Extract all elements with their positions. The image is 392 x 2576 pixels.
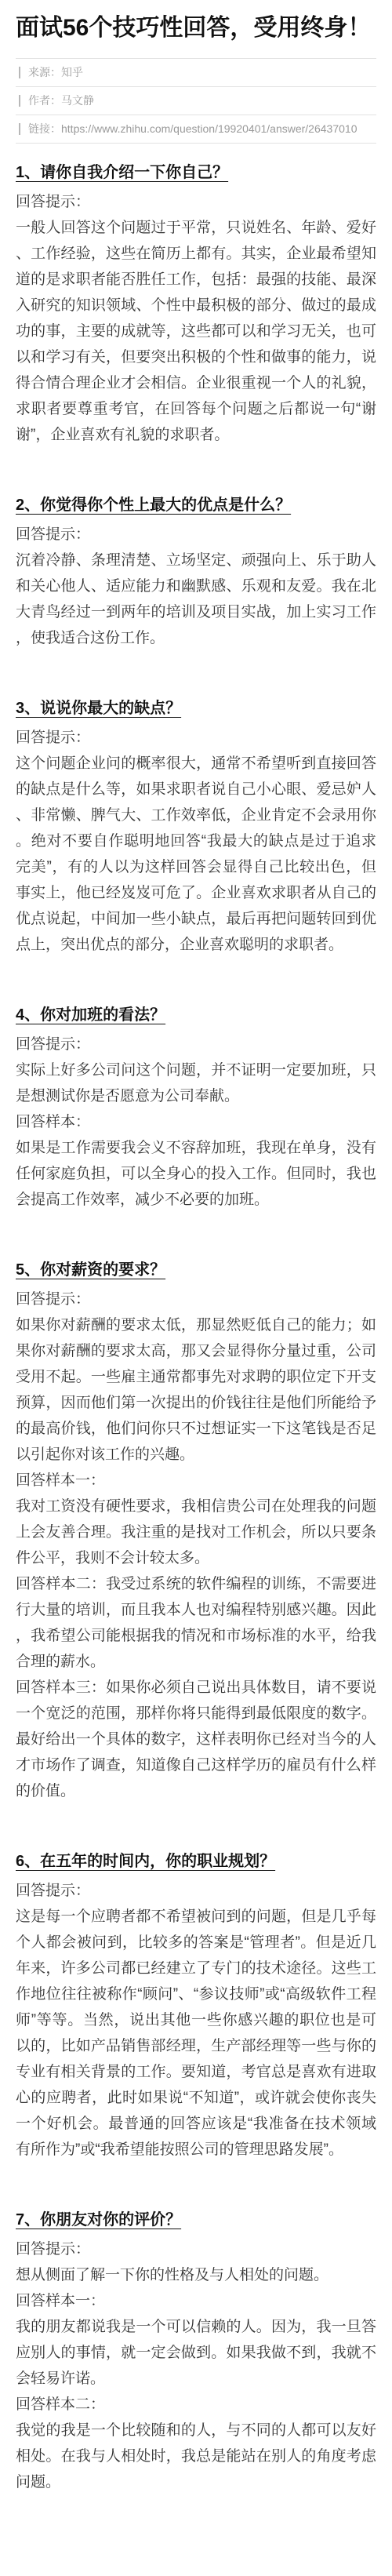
answer-text: 沉着冷静、条理清楚、立场坚定、顽强向上、乐于助人和关心他人、适应能力和幽默感、乐观和友爱。我在北大青鸟经过一到两年的培训及项目实战，加上实习工作，使我适合这份工作。 <box>16 552 376 646</box>
answer-hint-label: 回答提示： <box>16 1883 91 1899</box>
meta-author <box>16 87 376 115</box>
answer-text: 实际上好多公司问这个问题，并不证明一定要加班，只是想测试你是否愿意为公司奉献。 <box>16 1062 376 1104</box>
meta-source-text: 来源：知乎 <box>28 66 83 78</box>
meta-link <box>16 115 376 144</box>
answer-sample-text: 如果是工作需要我会义不容辞加班，我现在单身，没有任何家庭负担，可以全身心的投入工作。但同时，我也会提高工作效率，减少不必要的加班。 <box>16 1140 376 1208</box>
qa-section-1 <box>16 159 376 448</box>
answer-sample-text: 回答样本二：我受过系统的软件编程的训练，不需要进行大量的培训，而且我本人也对编程特别感兴趣。因此，我希望公司能根据我的情况和市场标准的水平，给我合理的薪水。 <box>16 1576 376 1670</box>
question-heading-1: 1、请你自我介绍一下你自己？ <box>16 164 229 181</box>
answer-text: 想从侧面了解一下你的性格及与人相处的问题。 <box>16 2267 329 2283</box>
answer-sample-label: 回答样本一： <box>16 2293 106 2309</box>
article-meta <box>16 58 376 144</box>
answer-hint-label: 回答提示： <box>16 194 91 210</box>
question-heading-3: 3、说说你最大的缺点？ <box>16 700 182 717</box>
answer-hint-label: 回答提示： <box>16 1291 91 1308</box>
answer-text: 一般人回答这个问题过于平常，只说姓名、年龄、爱好、工作经验，这些在简历上都有。其实，企业最希望知道的是求职者能否胜任工作，包括：最强的技能、最深入研究的知识领域、个性中最积极的部分、做过的最成功的事，主要的成就等，这些都可以和学习无关，也可以和学习有关，但要突出积极的个性和做事的能力，说得合情合理企业才会相信。企业很重视一个人的礼貌，求职者要尊重考官，在回答每个问题之后都说一句“谢谢”，企业喜欢有礼貌的求职者。 <box>16 220 376 443</box>
answer-hint-label: 回答提示： <box>16 2241 91 2258</box>
question-heading-2: 2、你觉得你个性上最大的优点是什么？ <box>16 497 292 514</box>
meta-author-text: 作者：马文静 <box>28 94 94 107</box>
answer-sample-text: 回答样本三：如果你必须自己说出具体数目，请不要说一个宽泛的范围，那样你将只能得到最低限度的数字。最好给出一个具体的数字，这样表明你已经对当今的人才市场作了调查，知道像自己这样学历的雇员有什么样的价值。 <box>16 1679 376 1799</box>
question-heading-4: 4、你对加班的看法？ <box>16 1006 166 1024</box>
qa-section-6 <box>16 1848 376 2163</box>
meta-source <box>16 59 376 87</box>
answer-hint-label: 回答提示： <box>16 1036 91 1053</box>
answer-text: 如果你对薪酬的要求太低，那显然贬低自己的能力；如果你对薪酬的要求太高，那又会显得你分量过重，公司受用不起。一些雇主通常都事先对求聘的职位定下开支预算，因而他们第一次提出的价钱往往是他们所能给予的最高价钱，他们问你只不过想证实一下这笔钱是否足以引起你对该工作的兴趣。 <box>16 1317 376 1463</box>
answer-sample-text: 我对工资没有硬性要求，我相信贵公司在处理我的问题上会友善合理。我注重的是找对工作机会，所以只要条件公平，我则不会计较太多。 <box>16 1498 376 1566</box>
answer-text: 这是每一个应聘者都不希望被问到的问题，但是几乎每个人都会被问到，比较多的答案是“管理者”。但是近几年来，许多公司都已经建立了专门的技术途径。这些工作地位往往被称作“顾问”、“参议技师”或“高级软件工程师”等等。当然，说出其他一些你感兴趣的职位也是可以的，比如产品销售部经理，生产部经理等一些与你的专业有相关背景的工作。要知道，考官总是喜欢有进取心的应聘者，此时如果说“不知道”，或许就会使你丧失一个好机会。最普通的回答应该是“我准备在技术领域有所作为”或“我希望能按照公司的管理思路发展”。 <box>16 1908 376 2158</box>
qa-section-3 <box>16 695 376 958</box>
meta-link-label: 链接： <box>28 122 61 135</box>
qa-section-2 <box>16 492 376 651</box>
answer-sample-text: 我的朋友都说我是一个可以信赖的人。因为，我一旦答应别人的事情，就一定会做到。如果我做不到，我就不会轻易许诺。 <box>16 2319 376 2387</box>
answer-sample-text: 我觉的我是一个比较随和的人，与不同的人都可以友好相处。在我与人相处时，我总是能站在别人的角度考虑问题。 <box>16 2422 376 2490</box>
answer-sample-label: 回答样本： <box>16 1114 91 1130</box>
answer-hint-label: 回答提示： <box>16 526 91 543</box>
answer-text: 这个问题企业问的概率很大，通常不希望听到直接回答的缺点是什么等，如果求职者说自己小心眼、爱忌妒人、非常懒、脾气大、工作效率低，企业肯定不会录用你。绝对不要自作聪明地回答“我最大的缺点是过于追求完美”，有的人以为这样回答会显得自己比较出色，但事实上，他已经岌岌可危了。企业喜欢求职者从自己的优点说起，中间加一些小缺点，最后再把问题转回到优点上，突出优点的部分，企业喜欢聪明的求职者。 <box>16 755 376 953</box>
answer-hint-label: 回答提示： <box>16 730 91 746</box>
question-heading-7: 7、你朋友对你的评价？ <box>16 2211 182 2229</box>
qa-section-5 <box>16 1257 376 1804</box>
question-heading-6: 6、在五年的时间内，你的职业规划？ <box>16 1853 276 1870</box>
source-link[interactable]: https://www.zhihu.com/question/19920401/answer/26437010 <box>61 122 358 135</box>
answer-sample-label: 回答样本二： <box>16 2396 106 2413</box>
qa-section-4 <box>16 1002 376 1213</box>
answer-sample-label: 回答样本一： <box>16 1472 106 1489</box>
article-title: 面试56个技巧性回答，受用终身！ <box>16 15 372 41</box>
question-heading-5: 5、你对薪资的要求？ <box>16 1261 166 1279</box>
qa-section-7 <box>16 2207 376 2495</box>
